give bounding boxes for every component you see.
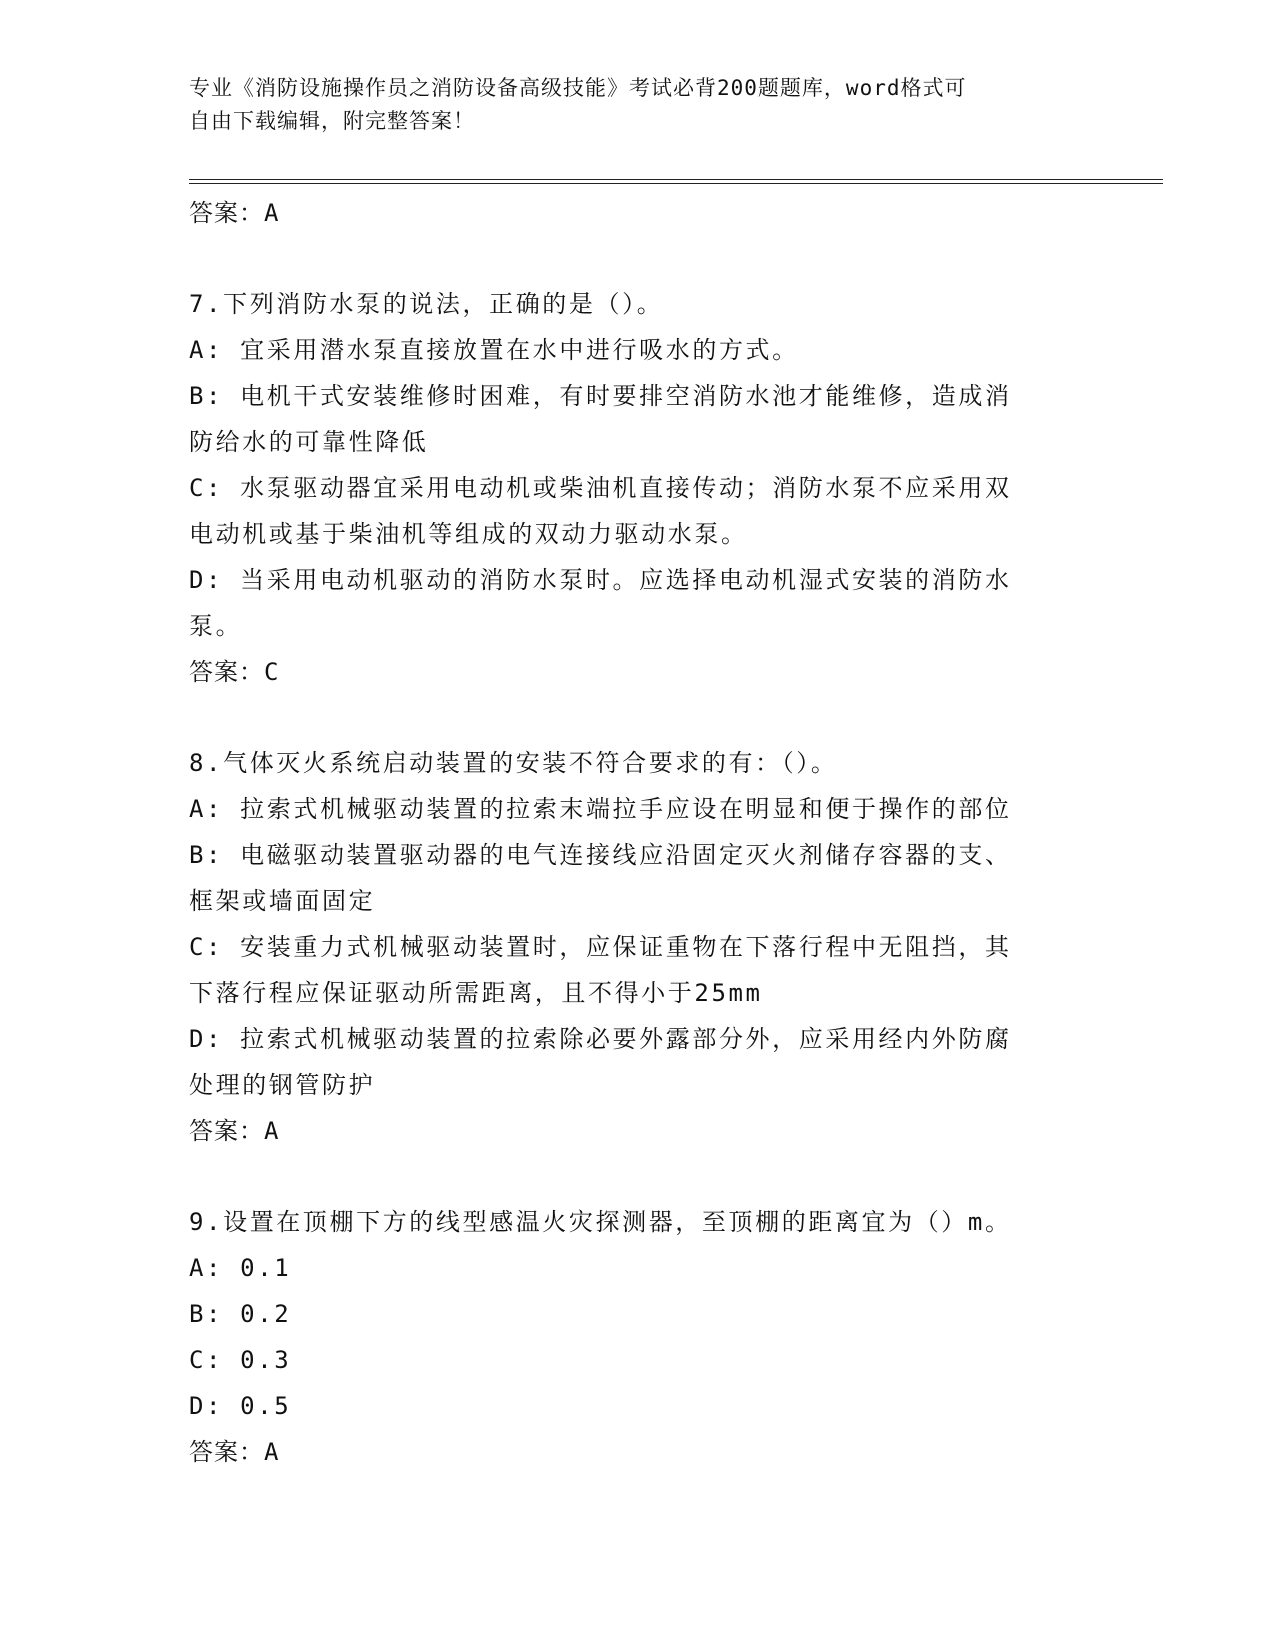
document-header (189, 72, 1069, 138)
option-b: B: 电磁驱动装置驱动器的电气连接线应沿固定灭火剂储存容器的支、 (189, 841, 1012, 869)
option-c-cont: 下落行程应保证驱动所需距离，且不得小于25mm (189, 979, 763, 1007)
option-a: A: 0.1 (189, 1254, 292, 1282)
answer: 答案：C (189, 658, 280, 686)
header-rule-bottom (189, 183, 1163, 184)
option-c-cont: 电动机或基于柴油机等组成的双动力驱动水泵。 (189, 520, 748, 548)
option-d: D: 拉索式机械驱动装置的拉索除必要外露部分外，应采用经内外防腐 (189, 1025, 1012, 1053)
option-b-cont: 框架或墙面固定 (189, 887, 376, 915)
header-rule-top (189, 179, 1163, 180)
option-d-cont: 处理的钢管防护 (189, 1071, 376, 1099)
option-b: B: 电机干式安装维修时困难，有时要排空消防水池才能维修，造成消 (189, 382, 1012, 410)
option-c: C: 0.3 (189, 1346, 292, 1374)
question-stem: 7.下列消防水泵的说法，正确的是（）。 (189, 290, 664, 318)
question-7 (189, 281, 1089, 695)
option-c: C: 安装重力式机械驱动装置时，应保证重物在下落行程中无阻挡，其 (189, 933, 1012, 961)
option-d: D: 0.5 (189, 1392, 292, 1420)
option-b: B: 0.2 (189, 1300, 292, 1328)
header-line-1: 专业《消防设施操作员之消防设备高级技能》考试必背200题题库，word格式可 (189, 76, 967, 100)
question-9 (189, 1199, 1089, 1475)
answer: 答案：A (189, 1438, 280, 1466)
option-a: A: 拉索式机械驱动装置的拉索末端拉手应设在明显和便于操作的部位 (189, 795, 1012, 823)
question-8 (189, 740, 1089, 1154)
question-list (189, 190, 1089, 1475)
option-c: C: 水泵驱动器宜采用电动机或柴油机直接传动；消防水泵不应采用双 (189, 474, 1012, 502)
option-d-cont: 泵。 (189, 612, 243, 640)
spacer (189, 236, 1089, 281)
question-stem: 9.设置在顶棚下方的线型感温火灾探测器，至顶棚的距离宜为（）m。 (189, 1208, 1012, 1236)
option-a: A: 宜采用潜水泵直接放置在水中进行吸水的方式。 (189, 336, 799, 364)
spacer (189, 695, 1089, 740)
option-d: D: 当采用电动机驱动的消防水泵时。应选择电动机湿式安装的消防水 (189, 566, 1012, 594)
spacer (189, 1154, 1089, 1199)
option-b-cont: 防给水的可靠性降低 (189, 428, 429, 456)
answer: 答案：A (189, 1117, 280, 1145)
previous-answer: 答案：A (189, 199, 280, 227)
question-stem: 8.气体灭火系统启动装置的安装不符合要求的有：（）。 (189, 749, 838, 777)
header-line-2: 自由下载编辑，附完整答案！ (189, 109, 475, 133)
